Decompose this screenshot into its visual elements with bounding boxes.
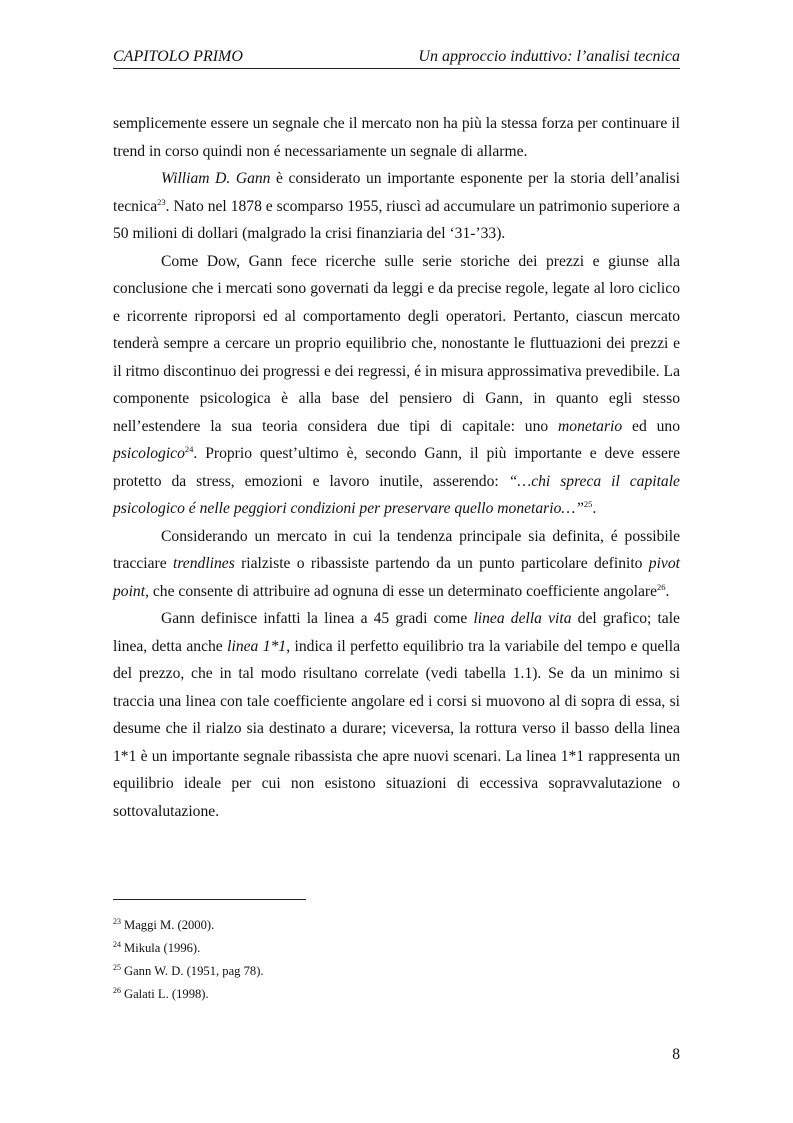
- paragraph-3: [113, 248, 680, 523]
- paragraph-3-text-c: . Proprio quest’ultimo è, secondo Gann, il più importante e deve essere protetto da stress, emozioni e lavoro inutile, asserendo:: [113, 445, 680, 490]
- gann-name: William D. Gann: [161, 170, 271, 187]
- paragraph-5: [113, 605, 680, 825]
- term-psicologico: psicologico: [113, 445, 185, 462]
- page-number: 8: [672, 1046, 680, 1063]
- paragraph-3-text-b: ed uno: [622, 417, 680, 435]
- footnote-number: 23: [113, 916, 121, 926]
- paragraph-2-text-a: è considerato un importante esponente per la storia dell’analisi tecnica: [113, 170, 680, 215]
- paragraph-2: [113, 165, 680, 248]
- term-linea-della-vita: linea della vita: [473, 610, 572, 627]
- footnote-text: Mikula (1996).: [124, 941, 201, 955]
- paragraph-5-text-c: , indica il perfetto equilibrio tra la variabile del tempo e quella del prezzo, che in tal modo risultano correlate (vedi tabella 1.1). Se da un minimo si traccia una linea con tale coefficiente angolare ed i corsi si muovono al di sopra di essa, si desume che il rialzo sia destinato a durare; viceversa, la rottura verso il basso della linea 1*1 è un importante segnale ribassista che apre nuovi scenari. La linea 1*1 rappresenta un equilibrio ideale per cui non esistono situazioni di eccessiva sopravvalutazione o sottovalutazione.: [113, 637, 681, 820]
- footnote: [113, 914, 680, 937]
- gann-quote: “…chi spreca il capitale psicologico é nelle peggiori condizioni per preservare quello monetario…”: [113, 472, 680, 517]
- section-title: Un approccio induttivo: l’analisi tecnica: [418, 48, 680, 65]
- paragraph-1-text: semplicemente essere un segnale che il mercato non ha più la stessa forza per continuare il trend in corso quindi non é necessariamente un segnale di allarme.: [113, 115, 680, 160]
- paragraph-1: [113, 110, 680, 165]
- paragraph-4-text-d: .: [665, 582, 670, 600]
- footnotes: [113, 914, 680, 1006]
- footnote-text: Maggi M. (2000).: [124, 918, 215, 932]
- footnote-ref-23[interactable]: 23: [157, 196, 166, 207]
- footnote-ref-24[interactable]: 24: [184, 443, 194, 454]
- term-trendlines: trendlines: [172, 555, 235, 572]
- running-header: [113, 46, 680, 68]
- paragraph-3-text-d: .: [592, 500, 597, 517]
- footnote-ref-25[interactable]: 25: [583, 498, 593, 509]
- paragraph-5-text-a: Gann definisce infatti la linea a 45 gradi come: [161, 610, 474, 627]
- paragraph-4-text-b: rialziste o ribassiste partendo da un punto particolare definito: [234, 555, 649, 572]
- footnote-number: 26: [113, 985, 121, 995]
- term-linea-1x1: linea 1*1: [227, 637, 287, 655]
- chapter-title: CAPITOLO PRIMO: [113, 48, 243, 65]
- footnote: [113, 983, 680, 1006]
- paragraph-2-text-b: . Nato nel 1878 e scomparso 1955, riuscì ad accumulare un patrimonio superiore a 50 milioni di dollari (malgrado la crisi finanziaria del ‘31-’33).: [113, 197, 680, 242]
- footnote-number: 24: [113, 939, 121, 949]
- body-text: [113, 110, 680, 825]
- footnote-text: Gann W. D. (1951, pag 78).: [124, 964, 264, 978]
- footnote-rule: [113, 899, 306, 900]
- footnote: [113, 960, 680, 983]
- footnote-text: Galati L. (1998).: [124, 987, 209, 1001]
- header-rule: [113, 68, 680, 69]
- term-pivot-point: pivot point: [113, 555, 680, 600]
- paragraph-4-text-a: Considerando un mercato in cui la tendenza principale sia definita, é possibile tracciare: [113, 527, 680, 572]
- footnote-number: 25: [113, 962, 121, 972]
- footnote-ref-26[interactable]: 26: [657, 581, 666, 592]
- paragraph-4: [113, 523, 680, 606]
- paragraph-5-text-b: del grafico; tale linea, detta anche: [113, 610, 680, 655]
- footnote: [113, 937, 680, 960]
- paragraph-3-text-a: Come Dow, Gann fece ricerche sulle serie storiche dei prezzi e giunse alla conclusione che i mercati sono governati da leggi e da precise regole, legate al loro ciclico e ricorrente riproporsi ed al comportamento degli operatori. Pertanto, ciascun mercato tenderà sempre a cercare un proprio equilibrio che, nonostante le fluttuazioni dei prezzi e il ritmo discontinuo dei progressi e dei regressi, é in misura approssimativa prevedibile. La componente psicologica è alla base del pensiero di Gann, in quanto egli stesso nell’estendere la sua teoria considera due tipi di capitale: uno: [113, 252, 680, 435]
- paragraph-4-text-c: , che consente di attribuire ad ognuna di esse un determinato coefficiente angolare: [145, 582, 657, 600]
- term-monetario: monetario: [558, 417, 623, 435]
